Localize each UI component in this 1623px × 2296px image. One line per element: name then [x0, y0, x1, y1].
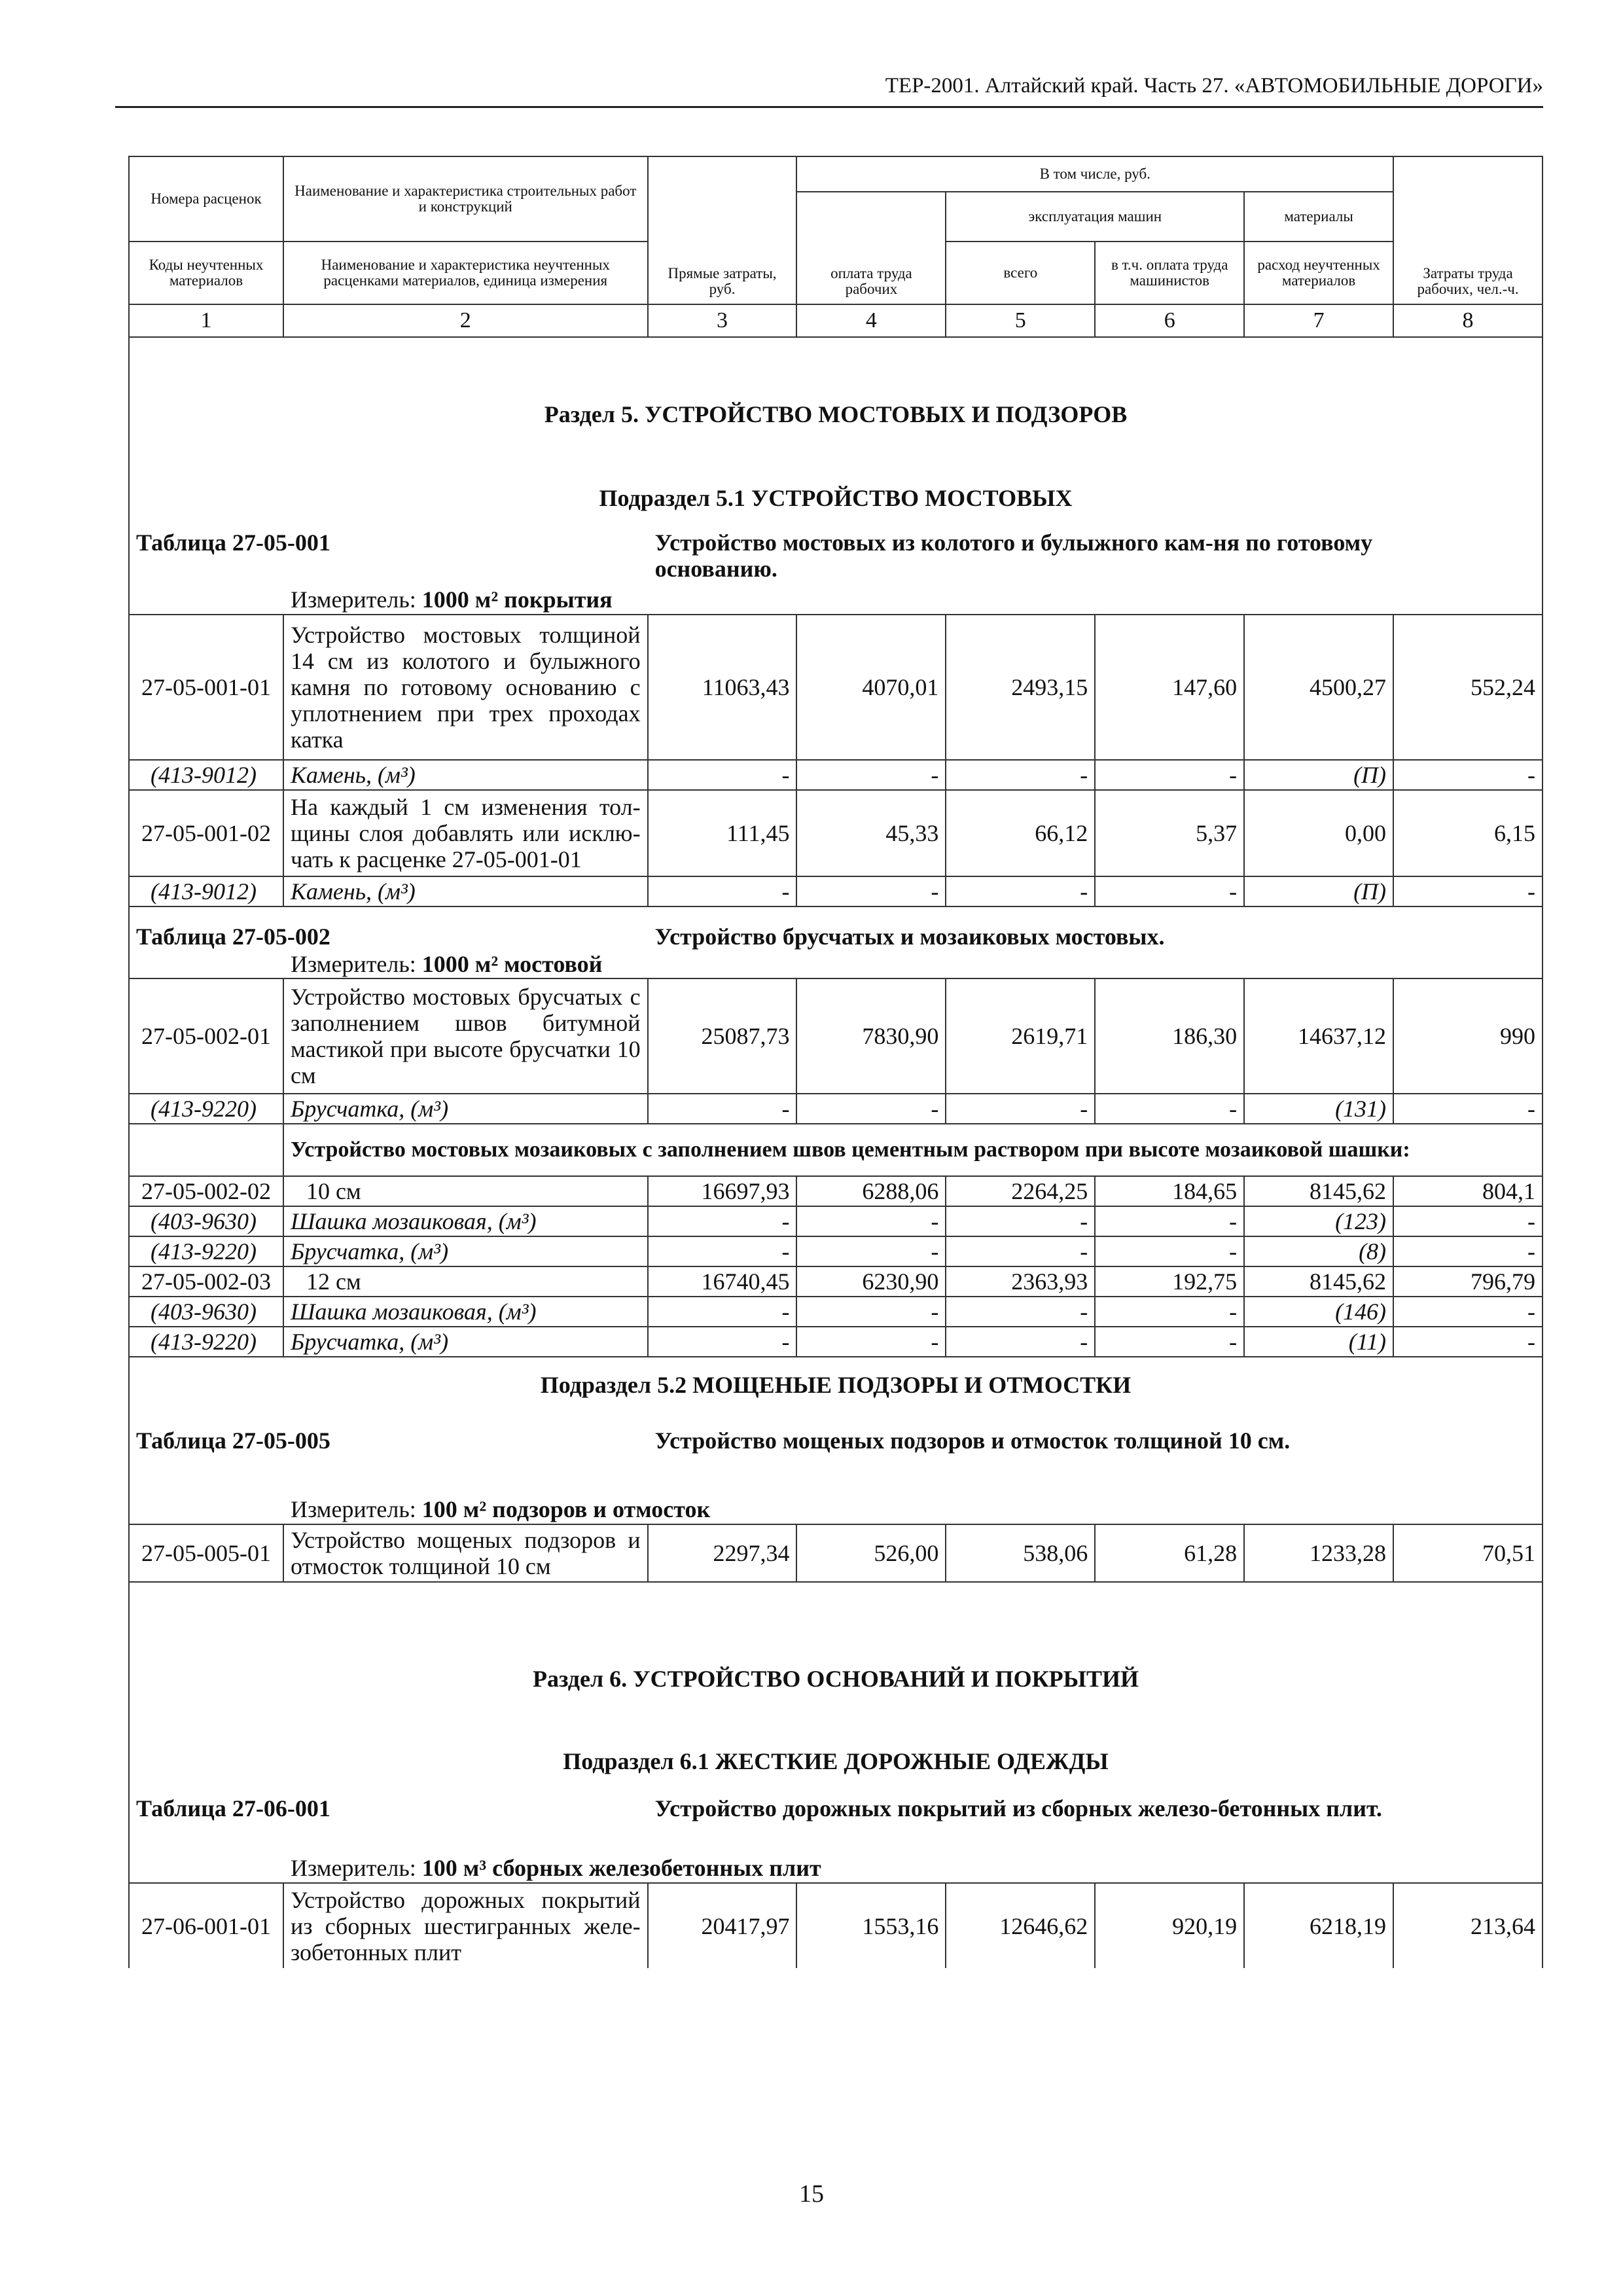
group-heading: Устройство мостовых мозаиковых с заполнением швов цементным раствором при высоте мозаиковой шашки: [283, 1124, 1543, 1176]
subsection-title: Подраздел 5.2 МОЩЕНЫЕ ПОДЗОРЫ И ОТМОСТКИ [129, 1357, 1543, 1412]
direct-cost: 111,45 [648, 790, 797, 876]
col8-header: Затраты труда рабочих, чел.-ч. [1393, 156, 1543, 304]
consumption-header: расход неучтенных материалов [1244, 242, 1393, 304]
material-name: Шашка мозаиковая, (м³) [283, 1206, 648, 1236]
materials-cost: 4500,27 [1244, 615, 1393, 760]
material-name: Камень, (м³) [283, 876, 648, 906]
cell: - [648, 1327, 797, 1357]
cell: - [1393, 1297, 1543, 1327]
material-code: (413-9220) [129, 1236, 283, 1266]
rate-code: 27-05-001-01 [129, 615, 283, 760]
section-title: Раздел 6. УСТРОЙСТВО ОСНОВАНИЙ И ПОКРЫТИЙ [129, 1582, 1543, 1698]
machinists-header: в т.ч. оплата труда машинистов [1095, 242, 1244, 304]
cell: - [648, 1297, 797, 1327]
labor-cost: 6230,90 [796, 1266, 946, 1297]
material-code: (403-9630) [129, 1297, 283, 1327]
labor-cost: 526,00 [796, 1524, 946, 1582]
cell: - [1095, 1094, 1244, 1124]
materials-cost: 8145,62 [1244, 1266, 1393, 1297]
cell: - [796, 1327, 946, 1357]
machine-total: 538,06 [946, 1524, 1095, 1582]
materials-cost: 6218,19 [1244, 1883, 1393, 1968]
rate-description: 12 см [283, 1266, 648, 1297]
machinist-pay: 61,28 [1095, 1524, 1244, 1582]
cell: - [796, 876, 946, 906]
labor-header: оплата труда рабочих [796, 192, 946, 304]
cell: - [1393, 760, 1543, 790]
cell: - [648, 1236, 797, 1266]
measure-line: Измеритель: 100 м² подзоров и отмосток [283, 1494, 1543, 1524]
material-code: (413-9220) [129, 1094, 283, 1124]
labor-cost: 7830,90 [796, 978, 946, 1094]
labor-cost: 1553,16 [796, 1883, 946, 1968]
machine-total: 2264,25 [946, 1176, 1095, 1206]
col1-bottom: Коды неучтенных материалов [129, 242, 283, 304]
cell: - [946, 1297, 1095, 1327]
subsection-title: Подраздел 5.1 УСТРОЙСТВО МОСТОВЫХ [129, 435, 1543, 520]
materials-cost: 1233,28 [1244, 1524, 1393, 1582]
cell: - [796, 1206, 946, 1236]
cell: - [946, 1094, 1095, 1124]
rate-code: 27-05-002-02 [129, 1176, 283, 1206]
rate-description: Устройство мощеных подзоров и отмосток толщиной 10 см [283, 1524, 648, 1582]
measure-value: 100 м² подзоров и отмосток [421, 1496, 711, 1522]
labor-cost: 6288,06 [796, 1176, 946, 1206]
cell: - [1393, 1327, 1543, 1357]
materials-cost: 8145,62 [1244, 1176, 1393, 1206]
table-title: Устройство дорожных покрытий из сборных железо-бетонных плит. [648, 1784, 1543, 1853]
cell: - [946, 1206, 1095, 1236]
cell: - [946, 876, 1095, 906]
col-number: 7 [1244, 304, 1393, 337]
total-header: всего [946, 242, 1095, 304]
material-name: Брусчатка, (м³) [283, 1236, 648, 1266]
machinist-pay: 186,30 [1095, 978, 1244, 1094]
cell: - [648, 760, 797, 790]
labor-hours: 796,79 [1393, 1266, 1543, 1297]
cell: - [946, 760, 1095, 790]
measure-value: 1000 м² мостовой [421, 950, 603, 977]
rate-code: 27-05-002-01 [129, 978, 283, 1094]
materials-cost: 14637,12 [1244, 978, 1393, 1094]
cell: - [1393, 876, 1543, 906]
col-number: 2 [283, 304, 648, 337]
machinist-pay: 192,75 [1095, 1266, 1244, 1297]
col-number: 3 [648, 304, 797, 337]
col-number: 4 [796, 304, 946, 337]
cell: - [946, 1327, 1095, 1357]
machine-total: 2619,71 [946, 978, 1095, 1094]
running-header: ТЕР-2001. Алтайский край. Часть 27. «АВТОМОБИЛЬНЫЕ ДОРОГИ» [115, 65, 1543, 108]
cell: - [1095, 876, 1244, 906]
machinist-pay: 5,37 [1095, 790, 1244, 876]
material-consumption: (123) [1244, 1206, 1393, 1236]
col-number: 6 [1095, 304, 1244, 337]
direct-cost: 11063,43 [648, 615, 797, 760]
cell: - [1095, 760, 1244, 790]
material-consumption: (8) [1244, 1236, 1393, 1266]
material-consumption: (146) [1244, 1297, 1393, 1327]
direct-cost: 20417,97 [648, 1883, 797, 1968]
rate-code: 27-05-002-03 [129, 1266, 283, 1297]
col1-top: Номера расценок [129, 156, 283, 242]
material-name: Брусчатка, (м³) [283, 1094, 648, 1124]
rate-description: Устройство мостовых толщиной 14 см из колотого и булыжного камня по готовому основанию с уплотнением при трех проходах катка [283, 615, 648, 760]
material-code: (403-9630) [129, 1206, 283, 1236]
col-number: 5 [946, 304, 1095, 337]
cell: - [1393, 1094, 1543, 1124]
machinist-pay: 920,19 [1095, 1883, 1244, 1968]
cell: - [796, 1297, 946, 1327]
machine-total: 2493,15 [946, 615, 1095, 760]
rate-code: 27-06-001-01 [129, 1883, 283, 1968]
direct-cost: 16740,45 [648, 1266, 797, 1297]
material-code: (413-9012) [129, 760, 283, 790]
labor-hours: 213,64 [1393, 1883, 1543, 1968]
rate-code: 27-05-001-02 [129, 790, 283, 876]
material-consumption: (131) [1244, 1094, 1393, 1124]
measure-line: Измеритель: 1000 м² мостовой [283, 950, 1543, 978]
machines-header: эксплуатация машин [946, 192, 1244, 242]
table-title: Устройство брусчатых и мозаиковых мостовых. [648, 906, 1543, 950]
materials-header: материалы [1244, 192, 1393, 242]
col-number: 8 [1393, 304, 1543, 337]
measure-value: 1000 м² покрытия [421, 586, 613, 613]
subsection-title: Подраздел 6.1 ЖЕСТКИЕ ДОРОЖНЫЕ ОДЕЖДЫ [129, 1698, 1543, 1784]
rate-code: 27-05-005-01 [129, 1524, 283, 1582]
labor-hours: 990 [1393, 978, 1543, 1094]
rate-description: 10 см [283, 1176, 648, 1206]
labor-hours: 552,24 [1393, 615, 1543, 760]
labor-hours: 804,1 [1393, 1176, 1543, 1206]
material-consumption: (П) [1244, 876, 1393, 906]
cell: - [648, 1094, 797, 1124]
labor-cost: 4070,01 [796, 615, 946, 760]
rate-description: Устройство дорожных покрытий из сборных шестигранных желе-зобетонных плит [283, 1883, 648, 1968]
direct-cost: 2297,34 [648, 1524, 797, 1582]
cell: - [648, 876, 797, 906]
machine-total: 66,12 [946, 790, 1095, 876]
labor-hours: 6,15 [1393, 790, 1543, 876]
cell: - [796, 1236, 946, 1266]
table-label: Таблица 27-05-001 [129, 520, 648, 584]
measure-value: 100 м³ сборных железобетонных плит [421, 1854, 821, 1881]
cell: - [648, 1206, 797, 1236]
table-label: Таблица 27-05-002 [129, 906, 648, 950]
rate-description: На каждый 1 см изменения тол-щины слоя добавлять или исклю-чать к расценке 27-05-001-01 [283, 790, 648, 876]
material-name: Брусчатка, (м³) [283, 1327, 648, 1357]
labor-hours: 70,51 [1393, 1524, 1543, 1582]
measure-line: Измеритель: 1000 м² покрытия [283, 584, 1543, 615]
direct-cost: 16697,93 [648, 1176, 797, 1206]
col2-top: Наименование и характеристика строительных работ и конструкций [283, 156, 648, 242]
cell: - [1095, 1327, 1244, 1357]
machinist-pay: 184,65 [1095, 1176, 1244, 1206]
cell: - [796, 760, 946, 790]
col-number: 1 [129, 304, 283, 337]
cell: - [1095, 1297, 1244, 1327]
price-table [128, 156, 1543, 1968]
direct-cost: 25087,73 [648, 978, 797, 1094]
cell: - [1393, 1236, 1543, 1266]
materials-cost: 0,00 [1244, 790, 1393, 876]
incl-header: В том числе, руб. [796, 156, 1393, 192]
cell: - [1095, 1236, 1244, 1266]
machinist-pay: 147,60 [1095, 615, 1244, 760]
material-code: (413-9220) [129, 1327, 283, 1357]
cell: - [1095, 1206, 1244, 1236]
labor-cost: 45,33 [796, 790, 946, 876]
material-name: Камень, (м³) [283, 760, 648, 790]
material-name: Шашка мозаиковая, (м³) [283, 1297, 648, 1327]
col3-header: Прямые затраты, руб. [648, 156, 797, 304]
material-code: (413-9012) [129, 876, 283, 906]
cell: - [946, 1236, 1095, 1266]
table-title: Устройство мостовых из колотого и булыжного кам-ня по готовому основанию. [648, 520, 1543, 584]
machine-total: 12646,62 [946, 1883, 1095, 1968]
cell: - [1393, 1206, 1543, 1236]
cell: - [796, 1094, 946, 1124]
table-title: Устройство мощеных подзоров и отмосток толщиной 10 см. [648, 1412, 1543, 1494]
section-title: Раздел 5. УСТРОЙСТВО МОСТОВЫХ И ПОДЗОРОВ [129, 337, 1543, 435]
page-number: 15 [799, 2180, 824, 2208]
material-consumption: (11) [1244, 1327, 1393, 1357]
machine-total: 2363,93 [946, 1266, 1095, 1297]
rate-description: Устройство мостовых брусчатых с заполнением швов битумной мастикой при высоте брусчатки 10 см [283, 978, 648, 1094]
table-label: Таблица 27-05-005 [129, 1412, 648, 1494]
col2-bottom: Наименование и характеристика неучтенных расценками материалов, единица измерения [283, 242, 648, 304]
material-consumption: (П) [1244, 760, 1393, 790]
table-label: Таблица 27-06-001 [129, 1784, 648, 1853]
measure-line: Измеритель: 100 м³ сборных железобетонных плит [283, 1853, 1543, 1883]
